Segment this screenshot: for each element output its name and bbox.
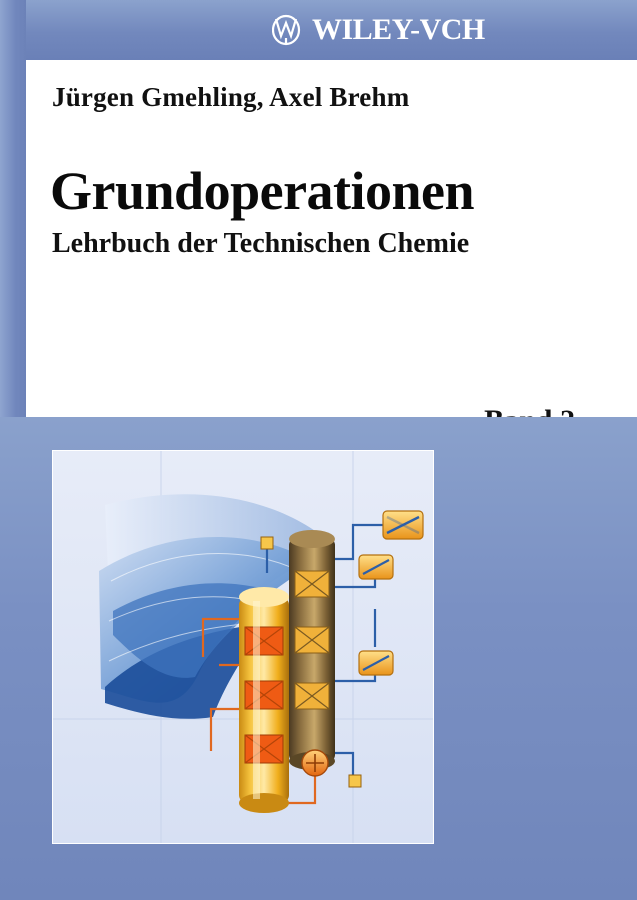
distillation-column-yellow [239,587,289,813]
authors-line: Jürgen Gmehling, Axel Brehm [52,82,410,112]
heat-exchanger-2 [359,555,393,579]
book-title: Grundoperationen [50,161,475,222]
heat-exchanger-1 [383,511,423,539]
process-flow-diagram-illustration [52,450,434,844]
absorption-column-brown [289,530,335,770]
heat-exchanger-3 [359,651,393,675]
reboiler-pump [302,750,328,776]
publisher-logo [272,14,485,46]
book-subtitle: Lehrbuch der Technischen Chemie [52,228,470,259]
publisher-name: WILEY-VCH [312,13,485,46]
publisher-bar [26,0,637,60]
wiley-vch-logo-icon [272,14,306,46]
